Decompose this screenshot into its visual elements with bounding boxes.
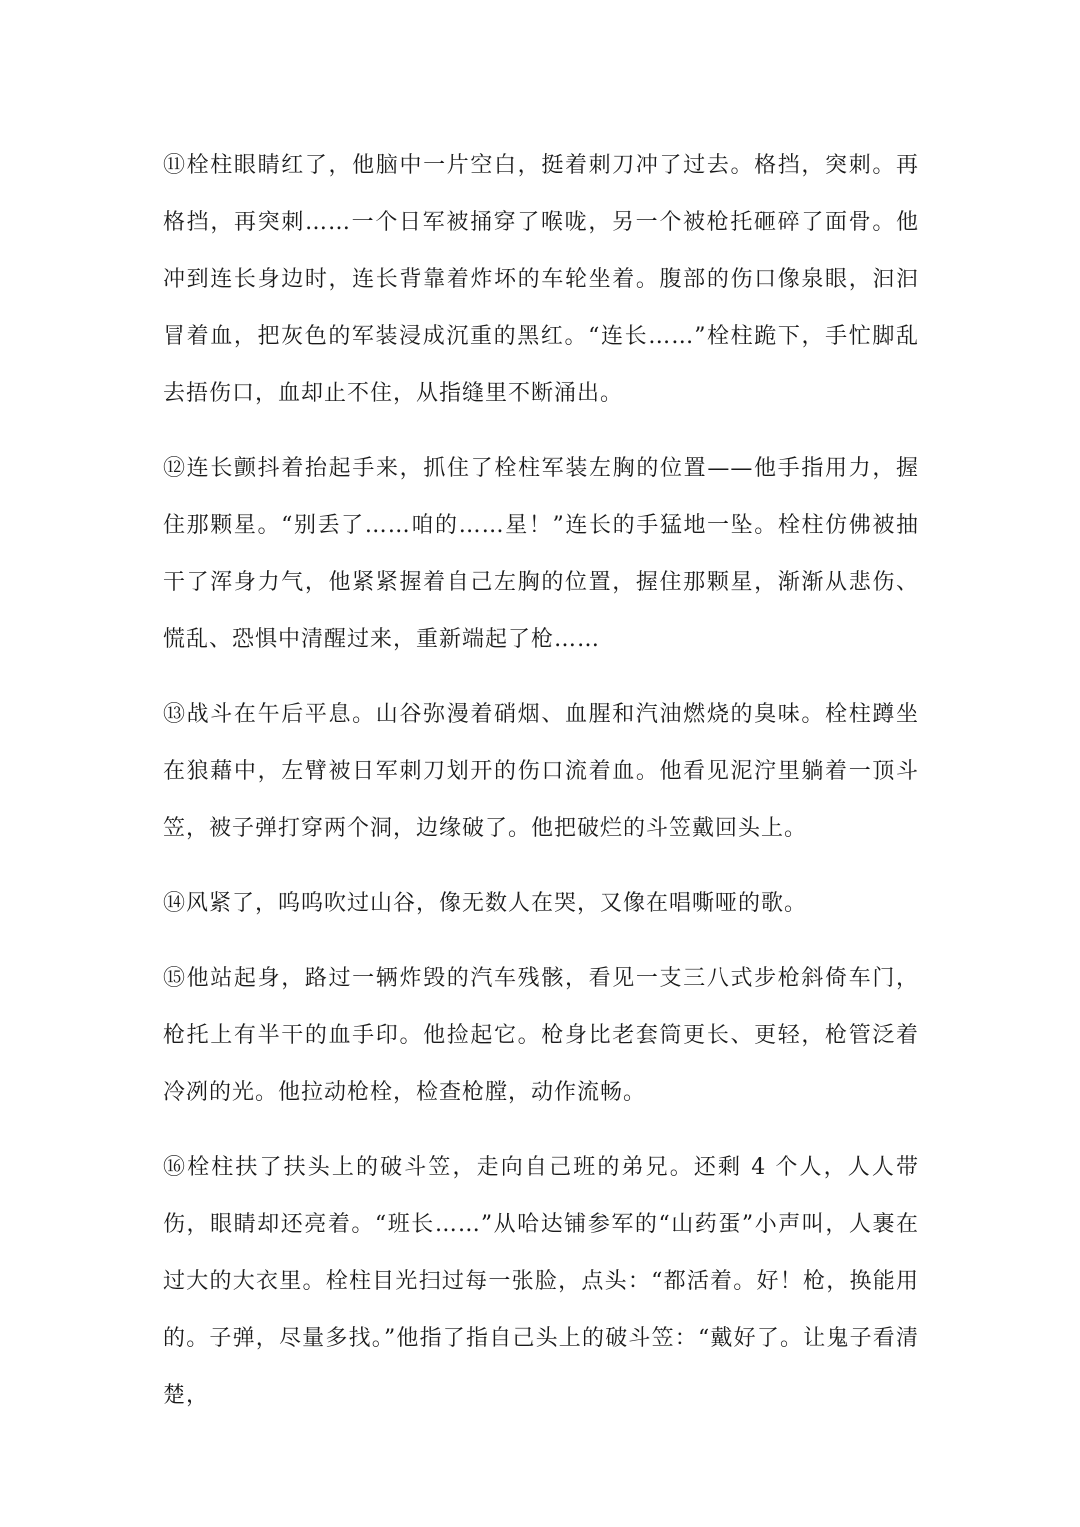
paragraph-15: ⑮他站起身，路过一辆炸毁的汽车残骸，看见一支三八式步枪斜倚车门，枪托上有半干的血手印。他捡起它。枪身比老套筒更长、更轻，枪管泛着冷冽的光。他拉动枪栓，检查枪膛，动作流畅。 [163, 966, 919, 1105]
paragraph-11: ⑪栓柱眼睛红了，他脑中一片空白，挺着刺刀冲了过去。格挡，突刺。再格挡，再突刺……一个日军被捅穿了喉咙，另一个被枪托砸碎了面骨。他冲到连长身边时，连长背靠着炸坏的车轮坐着。腹部的伤口像泉眼，汩汩冒着血，把灰色的军装浸成沉重的黑红。“连长……”栓柱跪下，手忙脚乱去捂伤口，血却止不住，从指缝里不断涌出。 [163, 153, 919, 406]
paragraph-13: ⑬战斗在午后平息。山谷弥漫着硝烟、血腥和汽油燃烧的臭味。栓柱蹲坐在狼藉中，左臂被日军刺刀划开的伤口流着血。他看见泥泞里躺着一顶斗笠，被子弹打穿两个洞，边缘破了。他把破烂的斗笠戴回头上。 [163, 702, 919, 841]
paragraph-14: ⑭风紧了，呜呜吹过山谷，像无数人在哭，又像在唱嘶哑的歌。 [163, 891, 808, 916]
paragraph-12: ⑫连长颤抖着抬起手来，抓住了栓柱军装左胸的位置——他手指用力，握住那颗星。“别丢了……咱的……星！”连长的手猛地一坠。栓柱仿佛被抽干了浑身力气，他紧紧握着自己左胸的位置，握住那颗星，渐渐从悲伤、慌乱、恐惧中清醒过来，重新端起了枪…… [163, 456, 919, 652]
article-body [163, 137, 919, 1442]
paragraph-16: ⑯栓柱扶了扶头上的破斗笠，走向自己班的弟兄。还剩 4 个人，人人带伤，眼睛却还亮着。“班长……”从哈达铺参军的“山药蛋”小声叫，人裹在过大的大衣里。栓柱目光扫过每一张脸，点头：“都活着。好！枪，换能用的。子弹，尽量多找。”他指了指自己头上的破斗笠：“戴好了。让鬼子看清楚， [163, 1155, 919, 1408]
